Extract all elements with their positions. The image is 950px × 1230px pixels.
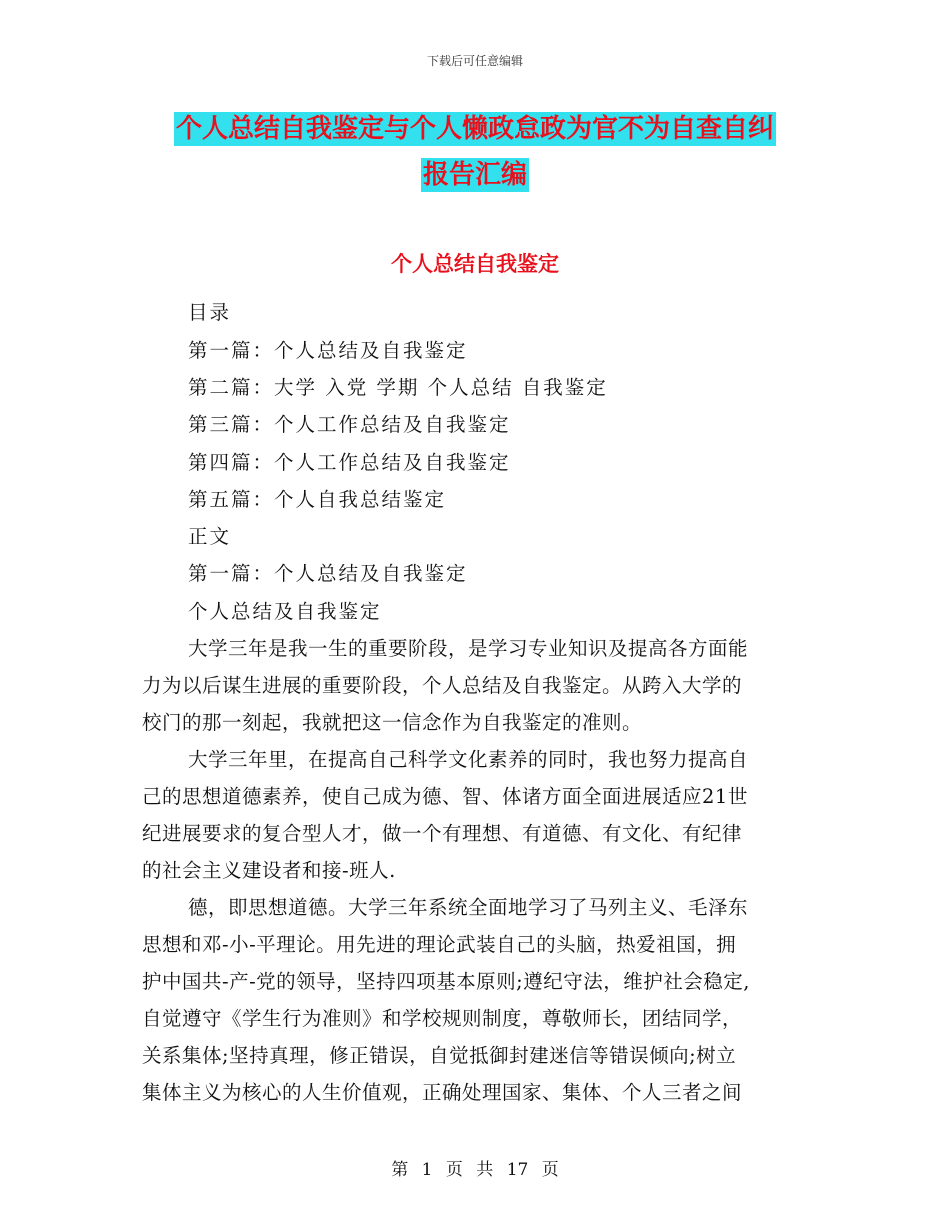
- toc-item-1: 第一篇：个人总结及自我鉴定: [188, 339, 468, 362]
- paragraph-line: 纪进展要求的复合型人才，做一个有理想、有道德、有文化、有纪律: [142, 822, 743, 845]
- paragraph-line: 自觉遵守《学生行为准则》和学校规则制度，尊敬师长，团结同学，: [142, 1007, 743, 1030]
- title-line-2-text: 报告汇编: [422, 160, 527, 190]
- section-title: 个人总结自我鉴定: [391, 252, 559, 276]
- body-heading: 正文: [188, 525, 232, 548]
- page-footer: 第 1 页 共 17 页: [391, 1160, 559, 1180]
- toc-item-2: 第二篇：大学 入党 学期 个人总结 自我鉴定: [188, 376, 608, 399]
- paragraph-line: 关系集体;坚持真理，修正错误，自觉抵御封建迷信等错误倾向;树立: [142, 1044, 737, 1067]
- paragraph-line: 力为以后谋生进展的重要阶段，个人总结及自我鉴定。从跨入大学的: [142, 674, 743, 697]
- paragraph-line: 集体主义为核心的人生价值观，正确处理国家、集体、个人三者之间: [142, 1081, 743, 1104]
- paragraph-line: 大学三年里，在提高自己科学文化素养的同时，我也努力提高自: [188, 748, 749, 771]
- chapter-heading: 第一篇：个人总结及自我鉴定: [188, 562, 468, 585]
- title-line-1-text: 个人总结自我鉴定与个人懒政怠政为官不为自查自纠: [175, 114, 774, 144]
- toc-item-5: 第五篇：个人自我总结鉴定: [188, 488, 447, 511]
- paragraph-line: 德，即思想道德。大学三年系统全面地学习了马列主义、毛泽东: [188, 896, 749, 919]
- paragraph-line: 护中国共-产-党的领导，坚持四项基本原则;遵纪守法，维护社会稳定,: [142, 970, 750, 993]
- chapter-subheading: 个人总结及自我鉴定: [188, 600, 382, 623]
- toc-item-3: 第三篇：个人工作总结及自我鉴定: [188, 413, 511, 436]
- header-note: 下载后可任意编辑: [426, 54, 523, 68]
- paragraph-line: 己的思想道德素养，使自己成为德、智、体诸方面全面进展适应21世: [142, 785, 748, 808]
- toc-item-4: 第四篇：个人工作总结及自我鉴定: [188, 451, 511, 474]
- paragraph-line: 的社会主义建设者和接-班人.: [142, 859, 396, 882]
- paragraph-line: 大学三年是我一生的重要阶段，是学习专业知识及提高各方面能: [188, 637, 749, 660]
- document-title-line-1: [0, 112, 950, 146]
- paragraph-line: 思想和邓-小-平理论。用先进的理论武装自己的头脑，热爱祖国，拥: [142, 933, 737, 956]
- document-title-line-2: [0, 158, 950, 192]
- toc-heading: 目录: [188, 301, 232, 324]
- paragraph-line: 校门的那一刻起，我就把这一信念作为自我鉴定的准则。: [142, 711, 643, 734]
